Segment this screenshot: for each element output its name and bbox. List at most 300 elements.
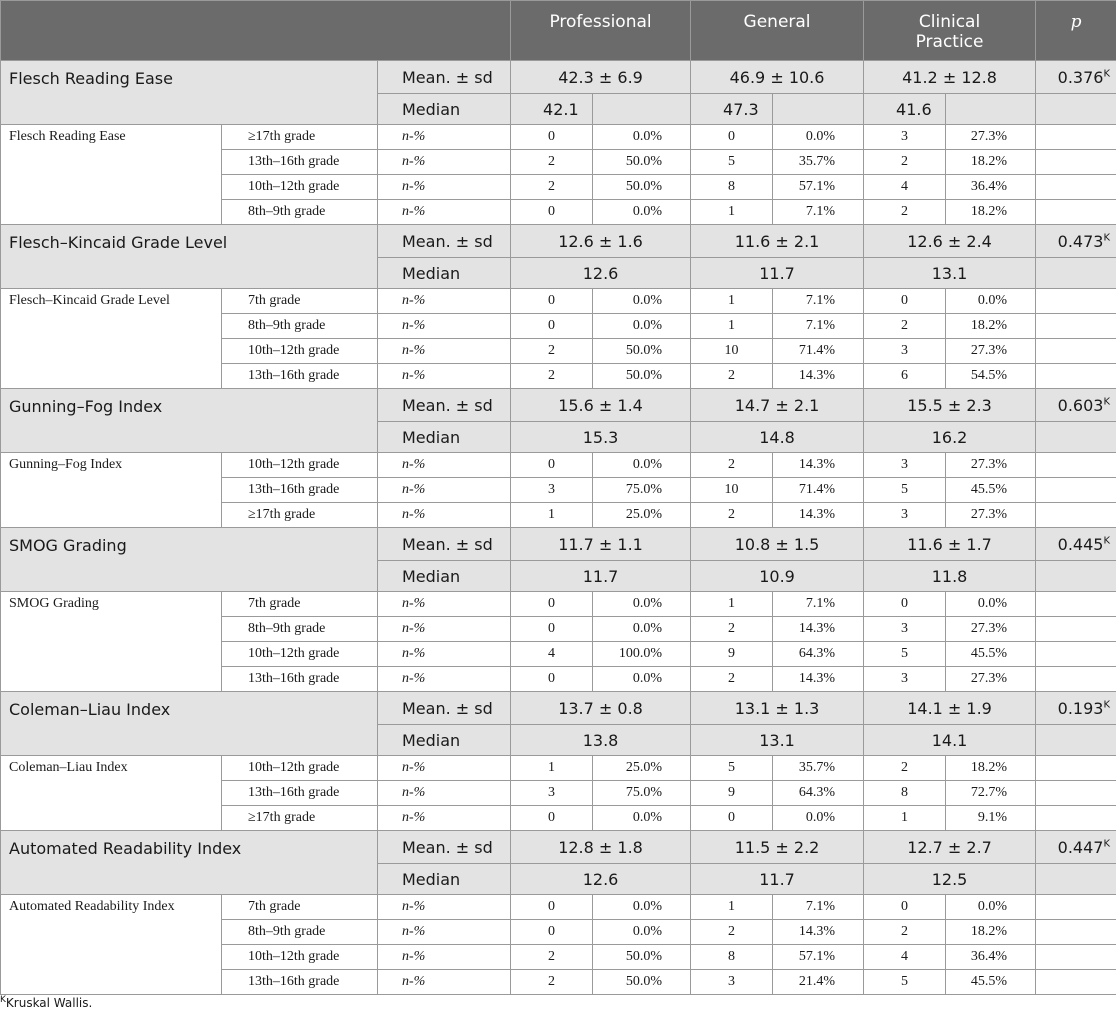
n-percent-label: n-%	[378, 667, 511, 692]
count-cell: 2	[691, 503, 773, 528]
p-empty-cell	[1036, 94, 1116, 125]
index-name: Flesch–Kincaid Grade Level	[1, 289, 222, 389]
n-percent-label: n-%	[378, 781, 511, 806]
section-name: Coleman–Liau Index	[1, 692, 378, 756]
percent-cell: 0.0%	[946, 592, 1036, 617]
percent-cell: 7.1%	[773, 895, 864, 920]
percent-cell: 71.4%	[773, 339, 864, 364]
median-empty-cell	[946, 94, 1036, 125]
percent-cell: 21.4%	[773, 970, 864, 995]
grade-label: 7th grade	[222, 289, 378, 314]
percent-cell: 45.5%	[946, 970, 1036, 995]
median-clinical: 41.6	[864, 94, 946, 125]
grade-row	[1, 756, 1116, 781]
footnote	[0, 996, 92, 1010]
count-cell: 2	[864, 200, 946, 225]
percent-cell: 35.7%	[773, 756, 864, 781]
count-cell: 2	[691, 617, 773, 642]
percent-cell: 0.0%	[593, 806, 691, 831]
percent-cell: 7.1%	[773, 592, 864, 617]
n-percent-label: n-%	[378, 364, 511, 389]
median-clinical: 16.2	[864, 422, 1036, 453]
mean-clinical: 41.2 ± 12.8	[864, 61, 1036, 94]
count-cell: 1	[511, 503, 593, 528]
p-value-marker: K	[1103, 232, 1111, 244]
p-empty-cell	[1036, 200, 1116, 225]
percent-cell: 18.2%	[946, 314, 1036, 339]
count-cell: 5	[864, 970, 946, 995]
median-label: Median	[378, 94, 511, 125]
header-blank	[1, 1, 511, 61]
section-name: Gunning–Fog Index	[1, 389, 378, 453]
percent-cell: 35.7%	[773, 150, 864, 175]
index-name: Automated Readability Index	[1, 895, 222, 995]
count-cell: 3	[864, 339, 946, 364]
count-cell: 9	[691, 781, 773, 806]
p-empty-cell	[1036, 478, 1116, 503]
grade-label: 13th–16th grade	[222, 667, 378, 692]
percent-cell: 14.3%	[773, 503, 864, 528]
n-percent-label: n-%	[378, 970, 511, 995]
p-value-cell	[1036, 831, 1116, 864]
mean-clinical: 11.6 ± 1.7	[864, 528, 1036, 561]
mean-general: 11.6 ± 2.1	[691, 225, 864, 258]
grade-label: 13th–16th grade	[222, 478, 378, 503]
p-empty-cell	[1036, 970, 1116, 995]
grade-label: 13th–16th grade	[222, 781, 378, 806]
count-cell: 3	[511, 478, 593, 503]
mean-label: Mean. ± sd	[378, 389, 511, 422]
count-cell: 3	[864, 453, 946, 478]
p-value: 0.193	[1057, 698, 1104, 718]
n-percent-label: n-%	[378, 806, 511, 831]
count-cell: 4	[864, 175, 946, 200]
percent-cell: 14.3%	[773, 453, 864, 478]
count-cell: 2	[511, 150, 593, 175]
mean-general: 10.8 ± 1.5	[691, 528, 864, 561]
p-empty-cell	[1036, 806, 1116, 831]
grade-label: 10th–12th grade	[222, 642, 378, 667]
count-cell: 1	[511, 756, 593, 781]
mean-row	[1, 692, 1116, 725]
count-cell: 2	[691, 364, 773, 389]
percent-cell: 54.5%	[946, 364, 1036, 389]
median-professional: 15.3	[511, 422, 691, 453]
n-percent-label: n-%	[378, 895, 511, 920]
percent-cell: 64.3%	[773, 642, 864, 667]
index-name: Flesch Reading Ease	[1, 125, 222, 225]
percent-cell: 0.0%	[773, 806, 864, 831]
p-empty-cell	[1036, 150, 1116, 175]
mean-general: 14.7 ± 2.1	[691, 389, 864, 422]
percent-cell: 50.0%	[593, 945, 691, 970]
percent-cell: 0.0%	[593, 453, 691, 478]
grade-row	[1, 592, 1116, 617]
count-cell: 0	[864, 289, 946, 314]
header-p-value	[1036, 1, 1116, 61]
percent-cell: 27.3%	[946, 617, 1036, 642]
percent-cell: 45.5%	[946, 478, 1036, 503]
n-percent-label: n-%	[378, 945, 511, 970]
count-cell: 3	[511, 781, 593, 806]
p-value-marker: K	[1103, 68, 1111, 80]
percent-cell: 45.5%	[946, 642, 1036, 667]
grade-label: 10th–12th grade	[222, 945, 378, 970]
section-name: Automated Readability Index	[1, 831, 378, 895]
section-name: Flesch Reading Ease	[1, 61, 378, 125]
percent-cell: 18.2%	[946, 920, 1036, 945]
percent-cell: 0.0%	[593, 125, 691, 150]
mean-general: 11.5 ± 2.2	[691, 831, 864, 864]
grade-label: 10th–12th grade	[222, 175, 378, 200]
median-label: Median	[378, 561, 511, 592]
percent-cell: 7.1%	[773, 200, 864, 225]
percent-cell: 0.0%	[593, 314, 691, 339]
mean-general: 13.1 ± 1.3	[691, 692, 864, 725]
mean-row	[1, 225, 1116, 258]
count-cell: 2	[511, 175, 593, 200]
n-percent-label: n-%	[378, 478, 511, 503]
table-body	[1, 61, 1116, 995]
percent-cell: 14.3%	[773, 364, 864, 389]
p-empty-cell	[1036, 175, 1116, 200]
percent-cell: 50.0%	[593, 339, 691, 364]
grade-label: 13th–16th grade	[222, 150, 378, 175]
percent-cell: 0.0%	[593, 667, 691, 692]
grade-label: 13th–16th grade	[222, 364, 378, 389]
percent-cell: 0.0%	[593, 289, 691, 314]
count-cell: 0	[864, 895, 946, 920]
mean-professional: 11.7 ± 1.1	[511, 528, 691, 561]
mean-row	[1, 61, 1116, 94]
count-cell: 4	[864, 945, 946, 970]
count-cell: 1	[691, 895, 773, 920]
p-empty-cell	[1036, 258, 1116, 289]
grade-label: 8th–9th grade	[222, 617, 378, 642]
header-general: General	[691, 1, 864, 61]
median-general: 13.1	[691, 725, 864, 756]
header-clinical-line2: Practice	[915, 32, 984, 52]
percent-cell: 50.0%	[593, 175, 691, 200]
median-label: Median	[378, 725, 511, 756]
percent-cell: 0.0%	[946, 289, 1036, 314]
p-value: 0.376	[1057, 67, 1104, 87]
percent-cell: 50.0%	[593, 970, 691, 995]
mean-label: Mean. ± sd	[378, 831, 511, 864]
count-cell: 2	[511, 364, 593, 389]
footnote-marker: K	[0, 995, 6, 1005]
grade-row	[1, 895, 1116, 920]
count-cell: 0	[511, 617, 593, 642]
grade-label: 10th–12th grade	[222, 339, 378, 364]
p-value: 0.603	[1057, 395, 1104, 415]
n-percent-label: n-%	[378, 453, 511, 478]
header-p-label: p	[1070, 12, 1082, 32]
p-value-cell	[1036, 61, 1116, 94]
percent-cell: 27.3%	[946, 453, 1036, 478]
count-cell: 0	[511, 453, 593, 478]
percent-cell: 14.3%	[773, 667, 864, 692]
count-cell: 3	[691, 970, 773, 995]
median-professional: 12.6	[511, 258, 691, 289]
count-cell: 0	[511, 125, 593, 150]
count-cell: 5	[864, 642, 946, 667]
header-clinical-practice	[864, 1, 1036, 61]
percent-cell: 75.0%	[593, 781, 691, 806]
count-cell: 8	[864, 781, 946, 806]
count-cell: 10	[691, 478, 773, 503]
percent-cell: 14.3%	[773, 617, 864, 642]
median-empty-cell	[593, 94, 691, 125]
mean-label: Mean. ± sd	[378, 692, 511, 725]
grade-label: ≥17th grade	[222, 503, 378, 528]
mean-professional: 12.8 ± 1.8	[511, 831, 691, 864]
percent-cell: 36.4%	[946, 175, 1036, 200]
grade-label: ≥17th grade	[222, 806, 378, 831]
p-empty-cell	[1036, 364, 1116, 389]
footnote-text: Kruskal Wallis.	[5, 996, 93, 1010]
index-name: Coleman–Liau Index	[1, 756, 222, 831]
grade-row	[1, 453, 1116, 478]
header-professional: Professional	[511, 1, 691, 61]
n-percent-label: n-%	[378, 150, 511, 175]
count-cell: 5	[864, 478, 946, 503]
grade-label: ≥17th grade	[222, 125, 378, 150]
p-empty-cell	[1036, 339, 1116, 364]
p-empty-cell	[1036, 314, 1116, 339]
count-cell: 6	[864, 364, 946, 389]
mean-clinical: 12.6 ± 2.4	[864, 225, 1036, 258]
median-general: 47.3	[691, 94, 773, 125]
p-empty-cell	[1036, 453, 1116, 478]
count-cell: 2	[511, 945, 593, 970]
percent-cell: 100.0%	[593, 642, 691, 667]
mean-row	[1, 831, 1116, 864]
percent-cell: 36.4%	[946, 945, 1036, 970]
percent-cell: 0.0%	[773, 125, 864, 150]
index-name: Gunning–Fog Index	[1, 453, 222, 528]
n-percent-label: n-%	[378, 920, 511, 945]
p-empty-cell	[1036, 945, 1116, 970]
p-empty-cell	[1036, 725, 1116, 756]
header-clinical-line1: Clinical	[918, 12, 981, 32]
count-cell: 1	[691, 200, 773, 225]
n-percent-label: n-%	[378, 503, 511, 528]
median-clinical: 14.1	[864, 725, 1036, 756]
mean-row	[1, 389, 1116, 422]
count-cell: 3	[864, 125, 946, 150]
mean-label: Mean. ± sd	[378, 225, 511, 258]
mean-row	[1, 528, 1116, 561]
count-cell: 0	[511, 895, 593, 920]
grade-row	[1, 125, 1116, 150]
p-value-cell	[1036, 225, 1116, 258]
section-name: Flesch–Kincaid Grade Level	[1, 225, 378, 289]
p-empty-cell	[1036, 422, 1116, 453]
grade-label: 10th–12th grade	[222, 453, 378, 478]
mean-clinical: 12.7 ± 2.7	[864, 831, 1036, 864]
n-percent-label: n-%	[378, 125, 511, 150]
mean-general: 46.9 ± 10.6	[691, 61, 864, 94]
percent-cell: 25.0%	[593, 756, 691, 781]
count-cell: 2	[691, 667, 773, 692]
median-professional: 11.7	[511, 561, 691, 592]
median-professional: 42.1	[511, 94, 593, 125]
count-cell: 4	[511, 642, 593, 667]
count-cell: 0	[864, 592, 946, 617]
count-cell: 1	[691, 592, 773, 617]
grade-label: 8th–9th grade	[222, 314, 378, 339]
count-cell: 0	[691, 806, 773, 831]
count-cell: 2	[511, 339, 593, 364]
grade-label: 8th–9th grade	[222, 200, 378, 225]
n-percent-label: n-%	[378, 314, 511, 339]
median-label: Median	[378, 422, 511, 453]
p-value-cell	[1036, 389, 1116, 422]
percent-cell: 27.3%	[946, 125, 1036, 150]
count-cell: 0	[511, 667, 593, 692]
percent-cell: 7.1%	[773, 314, 864, 339]
percent-cell: 18.2%	[946, 756, 1036, 781]
median-professional: 13.8	[511, 725, 691, 756]
p-value: 0.445	[1057, 534, 1104, 554]
count-cell: 5	[691, 756, 773, 781]
count-cell: 2	[864, 150, 946, 175]
p-value-marker: K	[1103, 535, 1111, 547]
count-cell: 1	[691, 289, 773, 314]
count-cell: 1	[864, 806, 946, 831]
p-empty-cell	[1036, 561, 1116, 592]
percent-cell: 71.4%	[773, 478, 864, 503]
mean-professional: 12.6 ± 1.6	[511, 225, 691, 258]
percent-cell: 72.7%	[946, 781, 1036, 806]
header-row	[1, 1, 1116, 61]
percent-cell: 7.1%	[773, 289, 864, 314]
p-value-marker: K	[1103, 699, 1111, 711]
median-empty-cell	[773, 94, 864, 125]
count-cell: 9	[691, 642, 773, 667]
mean-professional: 13.7 ± 0.8	[511, 692, 691, 725]
p-empty-cell	[1036, 289, 1116, 314]
count-cell: 2	[864, 314, 946, 339]
median-general: 11.7	[691, 258, 864, 289]
percent-cell: 50.0%	[593, 150, 691, 175]
percent-cell: 18.2%	[946, 150, 1036, 175]
p-value-marker: K	[1103, 838, 1111, 850]
n-percent-label: n-%	[378, 339, 511, 364]
count-cell: 2	[864, 756, 946, 781]
p-value-marker: K	[1103, 396, 1111, 408]
percent-cell: 50.0%	[593, 364, 691, 389]
p-empty-cell	[1036, 756, 1116, 781]
p-value-cell	[1036, 692, 1116, 725]
count-cell: 0	[511, 806, 593, 831]
median-general: 14.8	[691, 422, 864, 453]
count-cell: 2	[691, 920, 773, 945]
median-clinical: 13.1	[864, 258, 1036, 289]
median-clinical: 12.5	[864, 864, 1036, 895]
count-cell: 2	[691, 453, 773, 478]
percent-cell: 27.3%	[946, 339, 1036, 364]
percent-cell: 0.0%	[593, 895, 691, 920]
percent-cell: 0.0%	[593, 592, 691, 617]
grade-row	[1, 289, 1116, 314]
count-cell: 2	[864, 920, 946, 945]
count-cell: 10	[691, 339, 773, 364]
grade-label: 7th grade	[222, 592, 378, 617]
n-percent-label: n-%	[378, 756, 511, 781]
count-cell: 3	[864, 667, 946, 692]
n-percent-label: n-%	[378, 592, 511, 617]
p-value-cell	[1036, 528, 1116, 561]
p-empty-cell	[1036, 592, 1116, 617]
count-cell: 0	[511, 314, 593, 339]
median-label: Median	[378, 864, 511, 895]
n-percent-label: n-%	[378, 289, 511, 314]
p-empty-cell	[1036, 617, 1116, 642]
median-professional: 12.6	[511, 864, 691, 895]
median-general: 11.7	[691, 864, 864, 895]
median-clinical: 11.8	[864, 561, 1036, 592]
p-empty-cell	[1036, 125, 1116, 150]
percent-cell: 75.0%	[593, 478, 691, 503]
p-value: 0.447	[1057, 837, 1104, 857]
grade-label: 10th–12th grade	[222, 756, 378, 781]
percent-cell: 9.1%	[946, 806, 1036, 831]
count-cell: 8	[691, 945, 773, 970]
count-cell: 5	[691, 150, 773, 175]
p-empty-cell	[1036, 920, 1116, 945]
p-empty-cell	[1036, 864, 1116, 895]
percent-cell: 0.0%	[593, 200, 691, 225]
section-name: SMOG Grading	[1, 528, 378, 592]
count-cell: 0	[511, 289, 593, 314]
percent-cell: 27.3%	[946, 503, 1036, 528]
count-cell: 0	[511, 592, 593, 617]
mean-professional: 15.6 ± 1.4	[511, 389, 691, 422]
p-empty-cell	[1036, 895, 1116, 920]
percent-cell: 25.0%	[593, 503, 691, 528]
grade-label: 7th grade	[222, 895, 378, 920]
count-cell: 3	[864, 503, 946, 528]
percent-cell: 0.0%	[593, 617, 691, 642]
count-cell: 2	[511, 970, 593, 995]
percent-cell: 57.1%	[773, 945, 864, 970]
n-percent-label: n-%	[378, 617, 511, 642]
mean-clinical: 14.1 ± 1.9	[864, 692, 1036, 725]
mean-professional: 42.3 ± 6.9	[511, 61, 691, 94]
median-general: 10.9	[691, 561, 864, 592]
percent-cell: 27.3%	[946, 667, 1036, 692]
percent-cell: 14.3%	[773, 920, 864, 945]
p-empty-cell	[1036, 781, 1116, 806]
count-cell: 0	[511, 920, 593, 945]
median-label: Median	[378, 258, 511, 289]
percent-cell: 0.0%	[593, 920, 691, 945]
grade-label: 8th–9th grade	[222, 920, 378, 945]
percent-cell: 57.1%	[773, 175, 864, 200]
count-cell: 0	[691, 125, 773, 150]
p-empty-cell	[1036, 642, 1116, 667]
count-cell: 3	[864, 617, 946, 642]
index-name: SMOG Grading	[1, 592, 222, 692]
mean-clinical: 15.5 ± 2.3	[864, 389, 1036, 422]
count-cell: 0	[511, 200, 593, 225]
percent-cell: 64.3%	[773, 781, 864, 806]
p-empty-cell	[1036, 503, 1116, 528]
p-value: 0.473	[1057, 231, 1104, 251]
count-cell: 1	[691, 314, 773, 339]
